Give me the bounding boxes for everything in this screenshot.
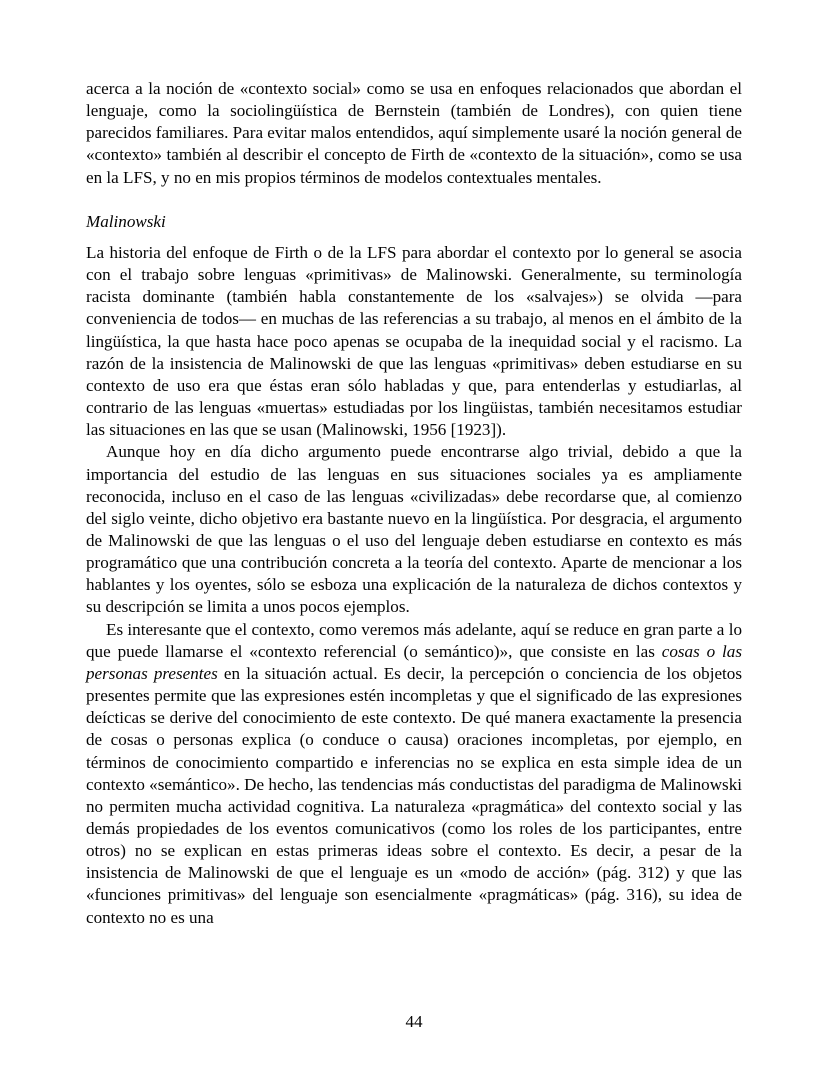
paragraph-text-segment-2: en la situación actual. Es decir, la percepción o conciencia de los objetos presentes permite que las expresiones estén incompletas y que el significado de las expresiones deícticas se derive del conocimiento de este contexto. De qué manera exactamente la presencia de cosas o personas explica (o conduce o causa) oraciones incompletas, por ejemplo, en términos de conocimiento compartido e inferencias no se explica en esta simple idea de un contexto «semántico». De hecho, las tendencias más conductistas del paradigma de Malinowski no permiten mucha actividad cognitiva. La naturaleza «pragmática» del contexto social y las demás propiedades de los eventos comunicativos (como los roles de los participantes, entre otros) no se explican en estas primeras ideas sobre el contexto. Es decir, a pesar de la insistencia de Malinowski de que el lenguaje es un «modo de acción» (pág. 312) y que las «funciones primitivas» del lenguaje son esencialmente «pragmáticas» (pág. 316), su idea de contexto no es una [86, 663, 742, 927]
text-column [86, 78, 742, 929]
section-heading-malinowski: Malinowski [86, 211, 166, 231]
paragraph-argument-trivial: Aunque hoy en día dicho argumento puede encontrarse algo trivial, debido a que la importancia del estudio de las lenguas en sus situaciones sociales ya es ampliamente reconocida, incluso en el caso de las lenguas «civilizadas» debe recordarse que, al comienzo del siglo veinte, dicho objetivo era bastante nuevo en la lingüística. Por desgracia, el argumento de Malinowski de que las lenguas o el uso del lenguaje deben estudiarse en contexto es más programático que una contribución concreta a la teoría del contexto. Aparte de mencionar a los hablantes y los oyentes, sólo se esboza una explicación de la naturaleza de dichos contextos y su descripción se limita a unos pocos ejemplos. [86, 442, 742, 617]
paragraph-continuation: acerca a la noción de «contexto social» como se usa en enfoques relacionados que abordan el lenguaje, como la sociolingüística de Bernstein (también de Londres), con quien tiene parecidos familiares. Para evitar malos entendidos, aquí simplemente usaré la noción general de «contexto» también al describir el concepto de Firth de «contexto de la situación», como se usa en la LFS, y no en mis propios términos de modelos contextuales mentales. [86, 79, 742, 187]
spacer-before-heading [86, 189, 742, 211]
paragraph-malinowski-history: La historia del enfoque de Firth o de la LFS para abordar el contexto por lo general se asocia con el trabajo sobre lenguas «primitivas» de Malinowski. Generalmente, su terminología racista dominante (también habla constantemente de los «salvajes») se olvida —para conveniencia de todos— en muchas de las referencias a su trabajo, al menos en el ámbito de la lingüística, la que hasta hace poco apenas se ocupaba de la inequidad social y el racismo. La razón de la insistencia de Malinowski de que las lenguas «primitivas» deben estudiarse en su contexto de uso era que éstas eran sólo habladas y que, para entenderlas y estudiarlas, al contrario de las lenguas «muertas» estudiadas por los lingüistas, también necesitamos estudiar las situaciones en las que se usan (Malinowski, 1956 [1923]). [86, 242, 742, 440]
spacer-after-heading [86, 233, 742, 242]
italic-phrase-cosas-personas-presentes: cosas o las personas presentes [86, 641, 743, 683]
paragraph-text-segment-1: Es interesante que el contexto, como veremos más adelante, aquí se reduce en gran parte a lo que puede llamarse el «contexto referencial (o semántico)», que consiste en las [86, 619, 742, 661]
page-number: 44 [405, 1012, 423, 1031]
paragraph-referential-context [86, 619, 742, 929]
